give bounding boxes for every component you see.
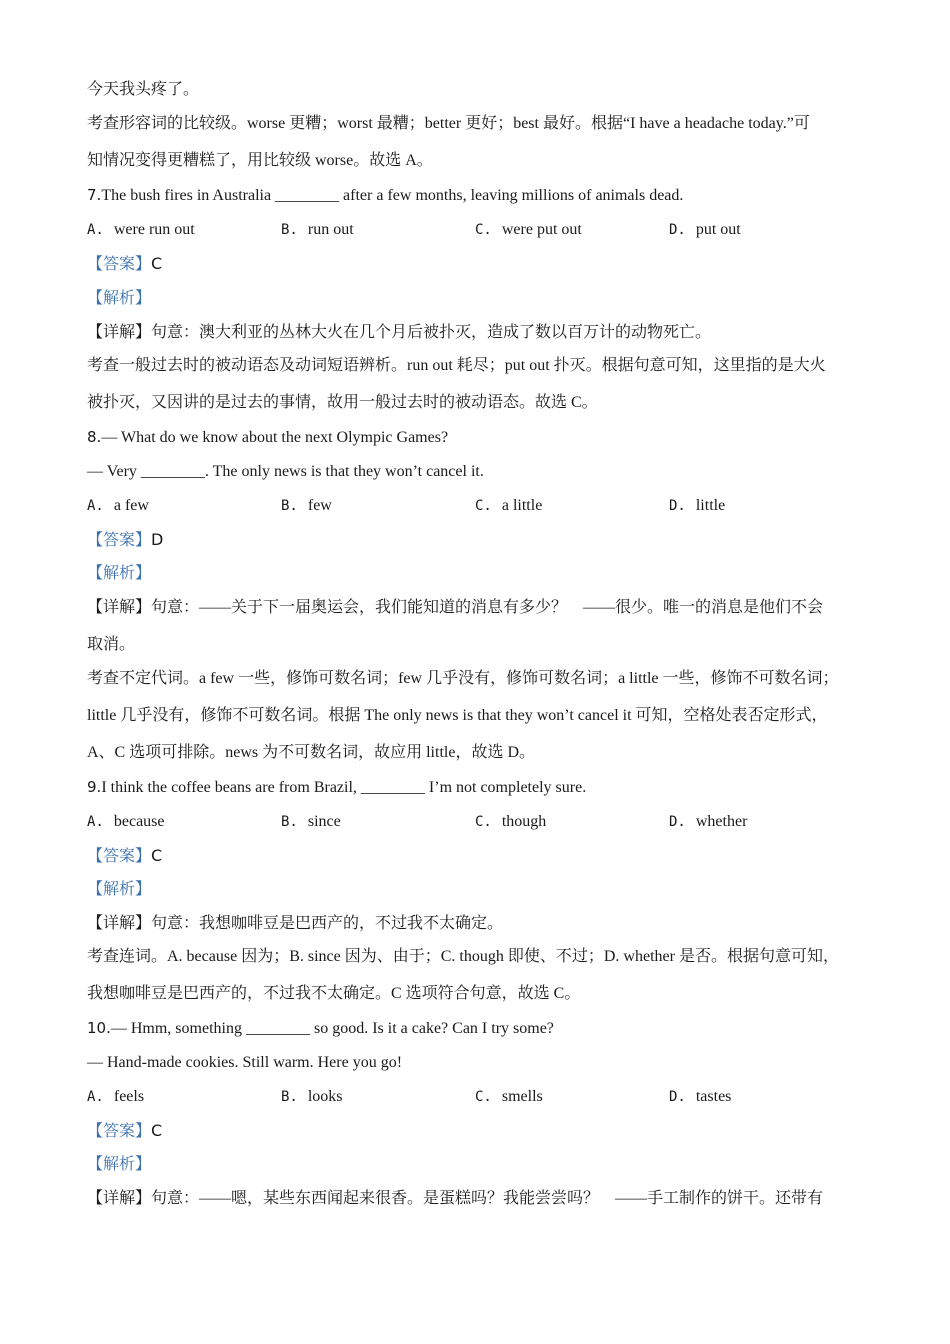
option-a[interactable]: A. a few [87,497,149,514]
analysis-label: 【解析】 [87,565,152,582]
question-number: 9. [87,778,102,796]
question-10-stem-reply: — Hand-made cookies. Still warm. Here you go! [87,1054,403,1071]
option-c[interactable]: C. smells [475,1088,543,1105]
question-7-stem [87,185,864,206]
question-9-detail: 【详解】句意：我想咖啡豆是巴西产的，不过我不太确定。 [87,915,504,932]
question-7-explanation-line: 考查一般过去时的被动语态及动词短语辨析。run out 耗尽；put out 扑灭。根据句意可知，这里指的是大火 [87,357,826,374]
answer-value: C [151,846,163,865]
option-c[interactable]: C. were put out [475,221,582,238]
question-8-stem-reply: — Very ________. The only news is that they won’t cancel it. [87,463,484,480]
question-text: — Hmm, something ________ so good. Is it a cake? Can I try some? [110,1020,554,1037]
question-7-options [87,220,867,240]
option-b[interactable]: B. looks [281,1088,343,1105]
option-c[interactable]: C. a little [475,497,543,514]
answer-value: D [151,530,164,549]
analysis-label: 【解析】 [87,290,152,307]
option-d[interactable]: D. little [669,497,726,514]
question-number: 7. [87,186,102,204]
question-8-options [87,496,867,516]
intro-translation: 今天我头疼了。 [87,81,200,98]
question-10-options [87,1087,867,1107]
question-text: — What do we know about the next Olympic Games? [101,429,449,446]
question-8-stem [87,427,864,448]
question-8-explanation-line: little 几乎没有，修饰不可数名词。根据 The only news is that they won’t cancel it 可知，空格处表否定形式， [87,707,828,724]
question-7-explanation-line: 被扑灭，又因讲的是过去的事情，故用一般过去时的被动语态。故选 C。 [87,394,598,411]
intro-explanation-line: 知情况变得更糟糕了，用比较级 worse。故选 A。 [87,152,433,169]
question-8-detail-cont: 取消。 [87,636,136,653]
question-text: The bush fires in Australia ________ after a few months, leaving millions of animals dead. [101,187,684,204]
option-b[interactable]: B. since [281,813,341,830]
question-9-explanation-line: 考查连词。A. because 因为；B. since 因为、由于；C. though 即使、不过；D. whether 是否。根据句意可知， [87,948,839,965]
option-a[interactable]: A. feels [87,1088,145,1105]
question-number: 8. [87,428,102,446]
option-c[interactable]: C. though [475,813,547,830]
analysis-label: 【解析】 [87,1156,152,1173]
option-d[interactable]: D. whether [669,813,748,830]
question-9-options [87,812,867,832]
question-10-detail: 【详解】句意：——嗯，某些东西闻起来很香。是蛋糕吗？我能尝尝吗？ ——手工制作的饼干。还带有 [87,1190,824,1207]
option-a[interactable]: A. because [87,813,165,830]
option-a[interactable]: A. were run out [87,221,195,238]
analysis-label: 【解析】 [87,881,152,898]
answer-value: C [151,1121,163,1140]
option-d[interactable]: D. put out [669,221,741,238]
answer-value: C [151,254,163,273]
option-b[interactable]: B. run out [281,221,354,238]
question-text: I think the coffee beans are from Brazil, ________ I’m not completely sure. [101,779,587,796]
question-9-stem [87,777,864,798]
option-d[interactable]: D. tastes [669,1088,732,1105]
question-9-explanation-line: 我想咖啡豆是巴西产的，不过我不太确定。C 选项符合句意，故选 C。 [87,985,581,1002]
question-7-detail: 【详解】句意：澳大利亚的丛林大火在几个月后被扑灭，造成了数以百万计的动物死亡。 [87,324,712,341]
question-8-explanation-line: A、C 选项可排除。news 为不可数名词，故应用 little，故选 D。 [87,744,535,761]
question-8-detail: 【详解】句意：——关于下一届奥运会，我们能知道的消息有多少？ ——很少。唯一的消息是他们不会 [87,599,824,616]
option-b[interactable]: B. few [281,497,332,514]
question-8-answer: 【答案】D [87,530,164,549]
question-9-answer: 【答案】C [87,846,163,865]
question-7-answer: 【答案】C [87,254,163,273]
intro-explanation-line: 考查形容词的比较级。worse 更糟；worst 最糟；better 更好；best 最好。根据“I have a headache today.”可 [87,115,810,132]
question-8-explanation-line: 考查不定代词。a few 一些，修饰可数名词；few 几乎没有，修饰可数名词；a little 一些，修饰不可数名词； [87,670,839,687]
question-10-stem [87,1018,864,1039]
question-number: 10. [87,1019,111,1037]
question-10-answer: 【答案】C [87,1121,163,1140]
